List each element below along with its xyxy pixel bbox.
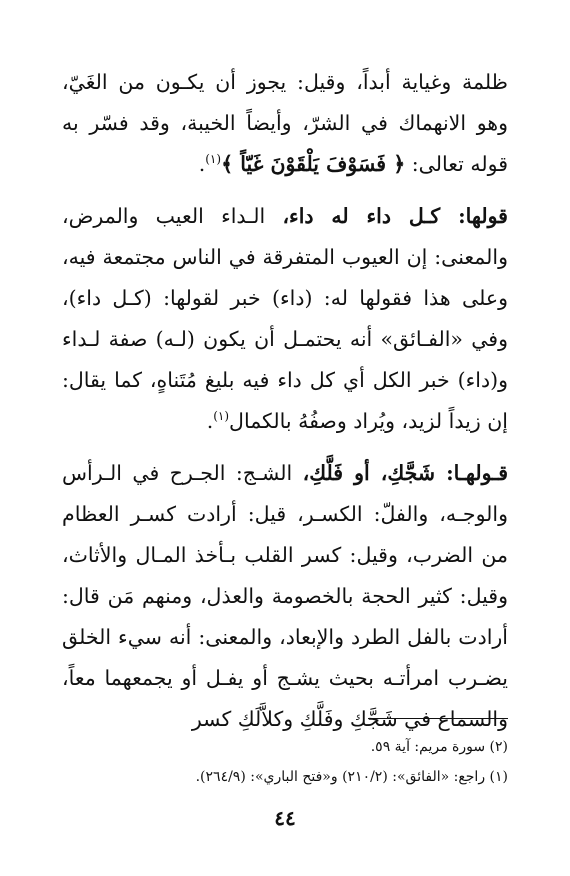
- paragraph-text: الـداء العيب والمرض، والمعنى: إن العيوب المتفرقة في الناس مجتمعة فيه، وعلى هذا فقولها له: (داء) خبر لقولها: (كـل داء)، وفي «الفـائق» أنه يحتمـل أن يكون (لـه) صفة لـداء و(داء) خبر الكل أي كل داء فيه بليغ مُتَناهٍ، كما يقال: إن زيداً لزيد، ويُراد وصفُهُ بالكمال: [62, 204, 508, 433]
- quran-verse: ﴿ فَسَوْفَ يَلْقَوْنَ غَيّاً ﴾: [221, 152, 406, 176]
- footnote-marker: (١): [213, 409, 230, 424]
- paragraph-tail: .: [198, 152, 206, 176]
- paragraph-2: [62, 196, 508, 442]
- footnote-marker: (١): [205, 152, 222, 167]
- paragraph-3: [62, 453, 508, 740]
- paragraph-text: ظلمة وغياية أبداً، وقيل: يجوز أن يكـون من الغَيّ، وهو الانهماك في الشرّ، وأيضاً الخيبة، وقد فسّر به قوله تعالى:: [62, 70, 508, 176]
- footnote-divider: [368, 718, 508, 719]
- page-number: ٤٤: [274, 806, 296, 830]
- footnote-item: (١) راجع: «الفائق»: (٢١٠/٢) و«فتح الباري»: (٢٦٤/٩).: [195, 769, 508, 785]
- paragraph-lead-term: قولها: كـل داء له داء،: [282, 204, 508, 228]
- footnotes: [62, 732, 508, 792]
- paragraph-text: الشـج: الجـرح في الـرأس والوجـه، والفلّ: الكسـر، قيل: أرادت كسـر العظام من الضرب، وقيل: كسر القلب بـأخذ المـال والأثاث، وقيل: كثير الحجة بالخصومة والعذل، ومنهم مَن قال: أرادت بالفل الطرد والإبعاد، والمعنى: أنه سيء الخلق يضـرب امرأتـه بحيث يشـج أو يفـل أو يجمعهما معاً، والسماع في شَجَّكِ وفَلَّكِ وكلاَّلَكِ كسر: [62, 461, 508, 731]
- footnote-item: (٢) سورة مريم: آية ٥٩.: [370, 739, 508, 755]
- paragraph-lead-term: قـولهـا: شَجَّكِ، أو فَلَّكِ،: [302, 461, 509, 485]
- body-text: [62, 62, 508, 740]
- paragraph-tail: .: [206, 409, 214, 433]
- paragraph-1: [62, 62, 508, 185]
